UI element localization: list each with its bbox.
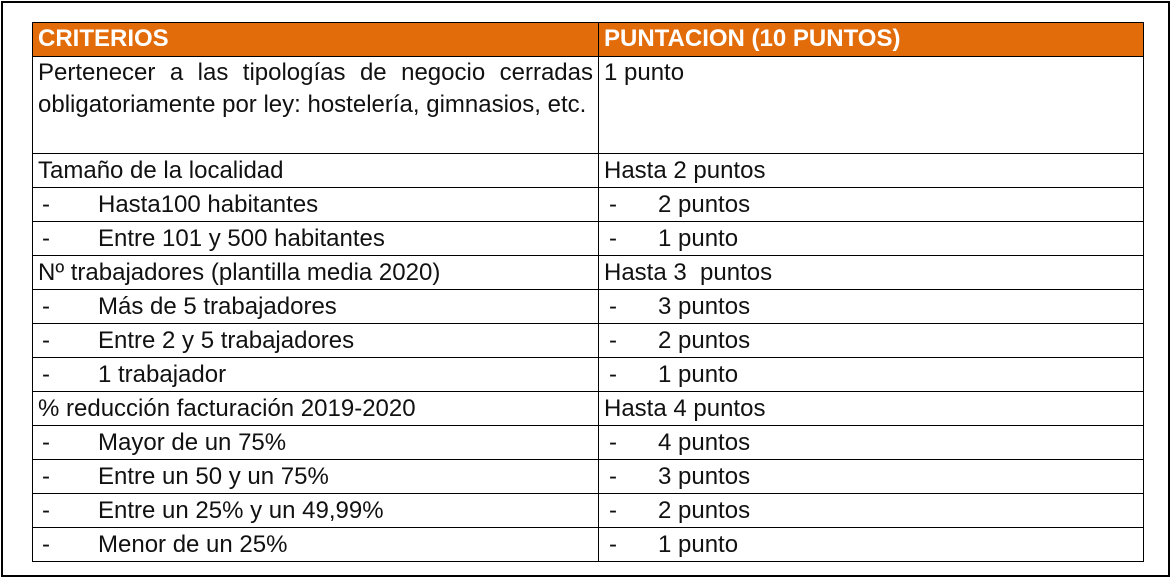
points-cell (599, 494, 1144, 528)
points-text: 3 puntos (658, 463, 751, 490)
criterion-cell (33, 222, 599, 256)
points-text: 2 puntos (658, 327, 751, 354)
table-row (33, 426, 1144, 460)
points-cell: Hasta 3 puntos (599, 256, 1144, 290)
criterion-text: Entre 101 y 500 habitantes (98, 225, 385, 252)
points-cell (599, 188, 1144, 222)
criterion-cell: Nº trabajadores (plantilla media 2020) (33, 256, 599, 290)
bullet-dash: - (609, 497, 617, 524)
points-text: 1 punto (658, 361, 739, 388)
points-text: 2 puntos (658, 497, 751, 524)
bullet-dash: - (42, 429, 50, 456)
table-row (33, 256, 1144, 290)
criterion-cell: Pertenecer a las tipologías de negocio cerradas obligatoriamente por ley: hostelería, gimnasios, etc. (33, 57, 599, 154)
criterion-cell (33, 426, 599, 460)
table-row (33, 324, 1144, 358)
table-row (33, 494, 1144, 528)
points-cell (599, 528, 1144, 562)
table-row (33, 290, 1144, 324)
criterion-text: Menor de un 25% (98, 531, 288, 558)
table-row (33, 358, 1144, 392)
criterion-cell (33, 528, 599, 562)
criterion-cell (33, 188, 599, 222)
header-criterios: CRITERIOS (33, 23, 599, 57)
table-row (33, 188, 1144, 222)
points-text: 1 punto (658, 225, 739, 252)
bullet-dash: - (42, 225, 50, 252)
header-puntuacion: PUNTACION (10 PUNTOS) (599, 23, 1144, 57)
points-cell (599, 358, 1144, 392)
points-cell: 1 punto (599, 57, 1144, 154)
table-row (33, 57, 1144, 154)
bullet-dash: - (42, 361, 50, 388)
points-cell: Hasta 4 puntos (599, 392, 1144, 426)
bullet-dash: - (609, 361, 617, 388)
criterion-text: Entre 2 y 5 trabajadores (98, 327, 355, 354)
points-cell (599, 290, 1144, 324)
points-text: 3 puntos (658, 293, 751, 320)
bullet-dash: - (609, 429, 617, 456)
bullet-dash: - (42, 463, 50, 490)
table-row (33, 392, 1144, 426)
points-text: 2 puntos (658, 191, 751, 218)
points-cell: Hasta 2 puntos (599, 154, 1144, 188)
bullet-dash: - (609, 225, 617, 252)
table-row (33, 222, 1144, 256)
criteria-table (32, 22, 1144, 562)
table-row (33, 154, 1144, 188)
criterion-cell (33, 358, 599, 392)
criterion-text: Más de 5 trabajadores (98, 293, 337, 320)
criterion-text: 1 trabajador (98, 361, 227, 388)
bullet-dash: - (609, 463, 617, 490)
criterion-text: Entre un 25% y un 49,99% (98, 497, 384, 524)
points-cell (599, 426, 1144, 460)
criterion-text: Hasta100 habitantes (98, 191, 319, 218)
criterion-cell (33, 290, 599, 324)
bullet-dash: - (42, 531, 50, 558)
criterion-text: Mayor de un 75% (98, 429, 287, 456)
bullet-dash: - (609, 327, 617, 354)
bullet-dash: - (42, 497, 50, 524)
bullet-dash: - (609, 293, 617, 320)
points-cell (599, 324, 1144, 358)
points-text: 1 punto (658, 531, 739, 558)
criterion-cell (33, 460, 599, 494)
bullet-dash: - (609, 191, 617, 218)
criterion-cell (33, 324, 599, 358)
criterion-cell: Tamaño de la localidad (33, 154, 599, 188)
criterion-cell: % reducción facturación 2019-2020 (33, 392, 599, 426)
criterion-text: Entre un 50 y un 75% (98, 463, 329, 490)
points-cell (599, 460, 1144, 494)
bullet-dash: - (42, 191, 50, 218)
table-row (33, 460, 1144, 494)
bullet-dash: - (42, 293, 50, 320)
table-header-row (33, 23, 1144, 57)
bullet-dash: - (609, 531, 617, 558)
points-cell (599, 222, 1144, 256)
points-text: 4 puntos (658, 429, 751, 456)
table-row (33, 528, 1144, 562)
bullet-dash: - (42, 327, 50, 354)
criterion-cell (33, 494, 599, 528)
